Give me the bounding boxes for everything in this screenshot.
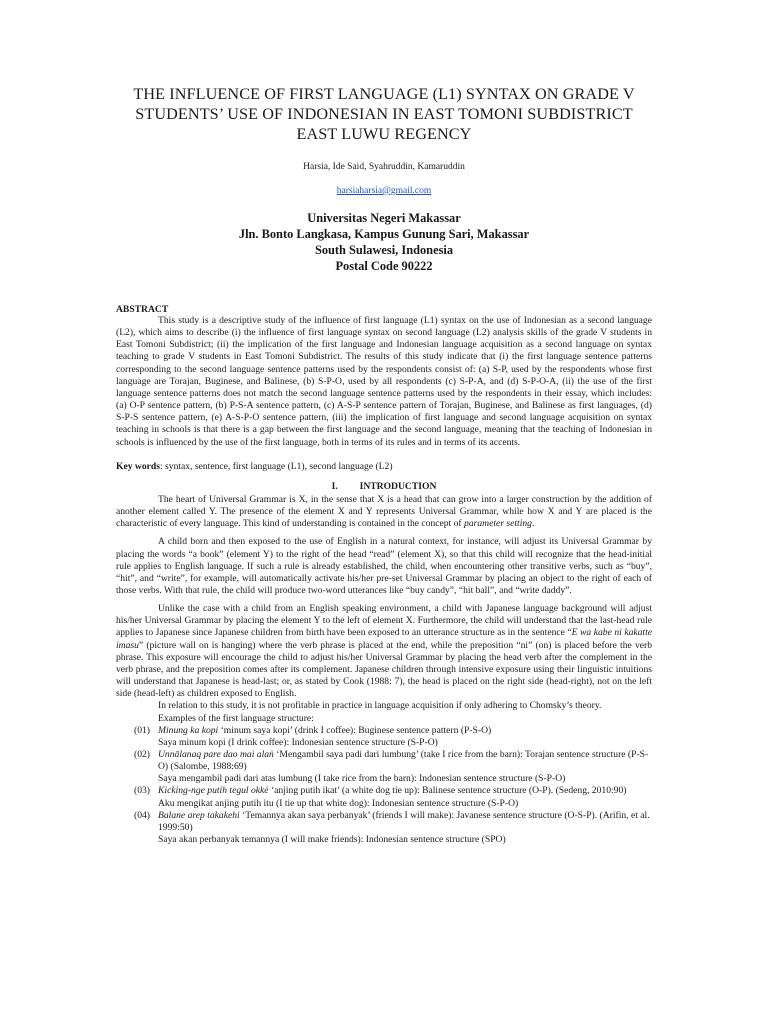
- intro-p3-text: Unlike the case with a child from an English speaking environment, a child with Japanese language background will adjust his/her Universal Grammar by placing the element Y to the left of element X. Furthermore, the child will understand that the last-head rule applies to Japanese since Japanese children from birth have been exposed to an utterance structure as in the sentence “: [116, 603, 652, 639]
- example-gloss: ‘Mengambil saya padi dari lumbung’ (take I rice from the barn): Torajan sentence structure (P-S-O) (Salombe, 1988:69): [158, 749, 649, 773]
- section-number: I.: [331, 480, 338, 492]
- example-body: [158, 810, 652, 834]
- title-line-2: STUDENTS’ USE OF INDONESIAN IN EAST TOMONI SUBDISTRICT: [135, 105, 633, 123]
- affiliation-region: South Sulawesi, Indonesia: [314, 243, 454, 257]
- example-translation: Saya akan perbanyak temannya (I will make friends): Indonesian sentence structure (SPO): [158, 834, 506, 846]
- intro-paragraph-4: In relation to this study, it is not profitable in practice in language acquisition if only adhering to Chomsky’s theory.: [158, 700, 602, 712]
- affiliation-university: Universitas Negeri Makassar: [307, 211, 461, 225]
- abstract-heading: ABSTRACT: [116, 304, 169, 315]
- introduction-heading: [116, 481, 652, 492]
- example-item: [116, 725, 652, 737]
- abstract-text: This study is a descriptive study of the influence of first language (L1) syntax on the use of Indonesian as a second language (L2), which aims to describe (i) the influence of first language syntax on second language (L2) analysis skills of the grade V students in East Tomoni Subdistrict; (ii) the implication of the first language and Indonesian language acquisition as a second language on syntax teaching to grade V students in East Tomoni Subdistrict. The results of this study indicate that (i) the first language sentence patterns corresponding to the second language sentence patterns used by the respondents consist of: (a) S-P, used by the respondents whose first language are Torajan, Buginese, and Balinese, (b) S-P-O, used by all respondents (c) S-P-A, and (d) S-P-O-A, (ii) the use of the first language sentence patterns does not match the second language sentence patterns used by the respondents in their essay, which includes: (a) O-P sentence pattern, (b) P-S-A sentence pattern, (c) A-S-P sentence pattern of Torajan, Buginese, and Balinese as first languages, (d) S-P-S sentence pattern, (e) A-S-P-O sentence pattern, (iii) the implication of first language and second language acquisition on syntax teaching in schools is that there is a gap between the first language and the second language, meaning that the teaching of Indonesian in schools is influenced by the use of the first language, both in terms of its rules and in terms of its accents.: [116, 315, 652, 448]
- paper-page: [116, 84, 652, 846]
- example-gloss: ‘Temannya akan saya perbanyak’ (friends I will make): Javanese sentence structure (O-S-P). (Arifin, et al. 1999:50): [158, 809, 650, 833]
- example-phrase: Minung ka kopi: [158, 724, 219, 736]
- example-body: [158, 749, 652, 773]
- example-body: [158, 785, 652, 797]
- example-number: (04): [134, 809, 150, 821]
- title-line-1: THE INFLUENCE OF FIRST LANGUAGE (L1) SYNTAX ON GRADE V: [133, 85, 635, 103]
- intro-p1-text: The heart of Universal Grammar is X, in the sense that X is a head that can grow into a larger construction by the addition of another element called Y. The presence of the element X and Y represents Universal Grammar, while how X and Y are placed is the characteristic of every language. This kind of understanding is contained in the concept of: [116, 493, 652, 530]
- author-email: [116, 186, 652, 196]
- keywords-text: : syntax, sentence, first language (L1), second language (L2): [159, 460, 393, 472]
- example-number: (03): [134, 785, 150, 797]
- email-link[interactable]: harsiaharsia@gmail.com: [336, 186, 432, 196]
- example-item: [116, 810, 652, 834]
- example-translation: Aku mengikat anjing putih itu (I tie up that white dog): Indonesian sentence structure (S-P-O): [158, 797, 519, 809]
- example-gloss: ‘minum saya kopi’ (drink I coffee): Buginese sentence pattern (P-S-O): [218, 724, 492, 736]
- example-number: (01): [134, 724, 150, 736]
- intro-p3-end: ” (picture wall on is hanging) where the verb phrase is placed at the end, while the preposition “ni” (on) is placed before the verb phrase. This exposure will encourage the child to adjust his/her Universal Grammar by placing the head verb after the complement in the verb phrase, and the preposition comes after its complement. Japanese children through intensive exposure using their linguistic intuitions will understand that Japanese is head-last; or, as stated by Cook (1988: 7), the head is placed on the right side (head-right), not on the left side (head-left) as children exposed to English.: [116, 639, 652, 700]
- intro-paragraph-2: A child born and then exposed to the use of English in a natural context, for instance, will adjust its Universal Grammar by placing the words “a book” (element Y) to the right of the head “read” (element X), so that this child will recognize that the head-initial rule applies to English language. If such a rule is already established, the child, when encountering other transitive verbs, such as “buy”, “hit”, and “write”, for example, will automatically activate his/her pre-set Universal Grammar by placing an object to the right of each of those verbs. With that rule, the child will produce two-word utterances like “buy candy”, “hit ball”, and “write daddy”.: [116, 536, 652, 596]
- affiliation-block: [116, 210, 652, 274]
- example-phrase: Balane arep takakehi: [158, 809, 240, 821]
- example-translation: Saya minum kopi (I drink coffee): Indonesian sentence structure (S-P-O): [158, 736, 438, 748]
- title-line-3: EAST LUWU REGENCY: [296, 125, 472, 143]
- affiliation-street: Jln. Bonto Langkasa, Kampus Gunung Sari, Makassar: [238, 227, 530, 241]
- paper-title: [116, 84, 652, 144]
- intro-p1-end: .: [531, 518, 535, 530]
- intro-p3-example: E wa kabe ni kakatte imasu: [116, 627, 653, 651]
- examples-label: Examples of the first language structure:: [158, 712, 314, 724]
- example-number: (02): [134, 749, 150, 760]
- keywords-label: Key words: [116, 460, 160, 472]
- example-translation: Saya mengambil padi dari atas lumbung (I take rice from the barn): Indonesian sentence structure (S-P-O): [158, 773, 566, 785]
- example-gloss: ‘anjing putih ikat’ (a white dog tie up): Balinese sentence structure (O-P). (Sedeng, 2010:90): [268, 785, 627, 797]
- example-phrase: Kicking-nge putih tegul okkė: [158, 785, 269, 797]
- keywords-line: [116, 461, 652, 473]
- intro-paragraph-1: [116, 494, 652, 530]
- affiliation-postal: Postal Code 90222: [335, 259, 433, 273]
- example-body: [158, 725, 652, 737]
- examples-block: [116, 713, 652, 847]
- example-item: [116, 785, 652, 797]
- example-phrase: Unnālanaq pare dao mai alaṅ: [158, 749, 274, 760]
- intro-p1-term: parameter setting: [464, 518, 532, 530]
- section-title: INTRODUCTION: [359, 480, 437, 492]
- intro-paragraph-3: [116, 603, 652, 700]
- author-list: Harsia, Ide Said, Syahruddin, Kamaruddin: [303, 162, 465, 172]
- example-item: [116, 749, 652, 773]
